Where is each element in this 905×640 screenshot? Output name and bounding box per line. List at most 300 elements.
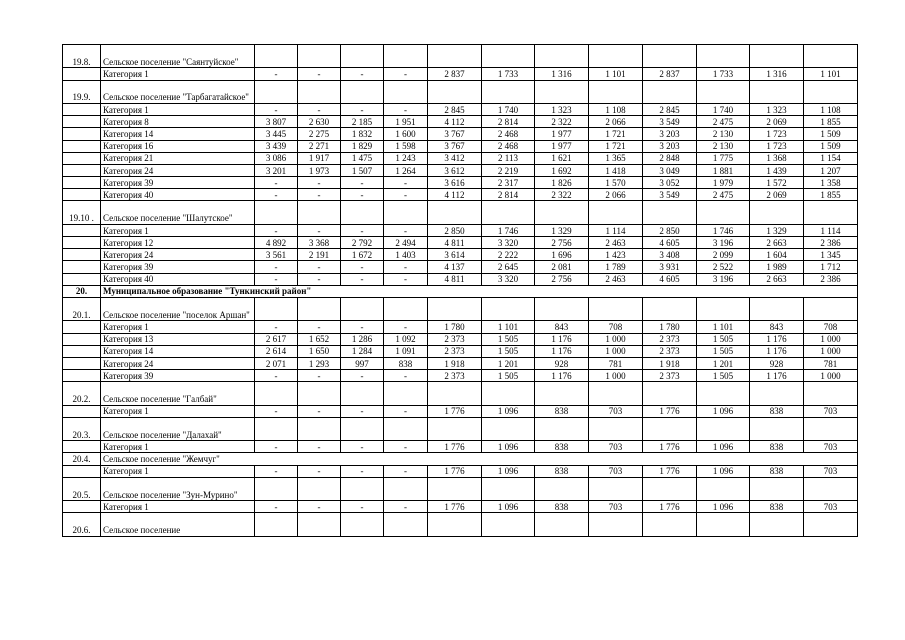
value-cell: 1 826 bbox=[535, 177, 589, 189]
value-cell: - bbox=[384, 68, 428, 80]
value-cell: 1 740 bbox=[697, 103, 750, 115]
value-cell: 4 137 bbox=[428, 261, 482, 273]
value-cell: 703 bbox=[589, 465, 643, 477]
value-cell: - bbox=[255, 321, 298, 333]
value-cell bbox=[697, 382, 750, 405]
value-cell: 2 850 bbox=[428, 224, 482, 236]
value-cell: 2 071 bbox=[255, 357, 298, 369]
section-row bbox=[63, 285, 858, 297]
value-cell: - bbox=[384, 501, 428, 513]
row-label: Сельское поселение "Шалутское" bbox=[101, 201, 255, 224]
category-row bbox=[63, 128, 858, 140]
value-cell: 1 775 bbox=[697, 152, 750, 164]
value-cell: 2 130 bbox=[697, 140, 750, 152]
value-cell: 3 203 bbox=[643, 140, 697, 152]
row-code bbox=[63, 345, 101, 357]
value-cell: 2 373 bbox=[428, 333, 482, 345]
category-row bbox=[63, 261, 858, 273]
value-cell: 2 373 bbox=[643, 345, 697, 357]
row-label: Категория 1 bbox=[101, 103, 255, 115]
value-cell: 2 494 bbox=[384, 237, 428, 249]
value-cell: 1 855 bbox=[804, 116, 858, 128]
category-row bbox=[63, 103, 858, 115]
value-cell: 1 621 bbox=[535, 152, 589, 164]
value-cell: 2 130 bbox=[697, 128, 750, 140]
value-cell: 2 219 bbox=[482, 164, 535, 176]
value-cell: - bbox=[341, 224, 384, 236]
value-cell bbox=[643, 201, 697, 224]
value-cell bbox=[804, 417, 858, 440]
settlement-row bbox=[63, 477, 858, 500]
row-label: Категория 16 bbox=[101, 140, 255, 152]
value-cell bbox=[535, 477, 589, 500]
value-cell bbox=[697, 45, 750, 68]
value-cell: 2 113 bbox=[482, 152, 535, 164]
settlement-row bbox=[63, 297, 858, 320]
category-row bbox=[63, 321, 858, 333]
value-cell: 1 776 bbox=[643, 441, 697, 453]
row-code bbox=[63, 152, 101, 164]
value-cell: 2 617 bbox=[255, 333, 298, 345]
value-cell: 3 320 bbox=[482, 273, 535, 285]
row-code bbox=[63, 177, 101, 189]
value-cell: - bbox=[384, 321, 428, 333]
value-cell bbox=[535, 297, 589, 320]
value-cell: 1 776 bbox=[428, 405, 482, 417]
category-row bbox=[63, 441, 858, 453]
value-cell: 1 096 bbox=[482, 405, 535, 417]
row-code: 19.9. bbox=[63, 80, 101, 103]
value-cell: 4 112 bbox=[428, 116, 482, 128]
value-cell bbox=[298, 201, 341, 224]
value-cell: 1 365 bbox=[589, 152, 643, 164]
value-cell: 1 101 bbox=[589, 68, 643, 80]
value-cell: 1 316 bbox=[535, 68, 589, 80]
value-cell: 1 776 bbox=[428, 501, 482, 513]
value-cell: 2 386 bbox=[804, 237, 858, 249]
value-cell bbox=[697, 513, 750, 536]
value-cell: 1 855 bbox=[804, 189, 858, 201]
value-cell bbox=[535, 382, 589, 405]
value-cell bbox=[750, 513, 804, 536]
value-cell: 1 176 bbox=[535, 333, 589, 345]
value-cell: - bbox=[255, 465, 298, 477]
value-cell: 2 373 bbox=[643, 333, 697, 345]
row-label: Категория 24 bbox=[101, 357, 255, 369]
row-label: Категория 39 bbox=[101, 370, 255, 382]
value-cell bbox=[589, 417, 643, 440]
value-cell bbox=[384, 417, 428, 440]
value-cell: 1 776 bbox=[428, 441, 482, 453]
row-label: Сельское поселение bbox=[101, 513, 255, 536]
value-cell: - bbox=[255, 501, 298, 513]
value-cell bbox=[298, 382, 341, 405]
value-cell: 703 bbox=[804, 405, 858, 417]
value-cell bbox=[298, 45, 341, 68]
value-cell bbox=[697, 417, 750, 440]
value-cell bbox=[589, 45, 643, 68]
value-cell: 2 373 bbox=[643, 370, 697, 382]
value-cell: 2 475 bbox=[697, 189, 750, 201]
value-cell: - bbox=[298, 103, 341, 115]
value-cell: 1 598 bbox=[384, 140, 428, 152]
value-cell bbox=[589, 477, 643, 500]
value-cell: 1 000 bbox=[589, 345, 643, 357]
value-cell: 4 811 bbox=[428, 237, 482, 249]
row-label: Категория 1 bbox=[101, 501, 255, 513]
settlement-row bbox=[63, 45, 858, 68]
value-cell: 838 bbox=[750, 465, 804, 477]
value-cell: 1 776 bbox=[643, 465, 697, 477]
value-cell: 3 767 bbox=[428, 128, 482, 140]
value-cell: 1 951 bbox=[384, 116, 428, 128]
value-cell: 2 373 bbox=[428, 345, 482, 357]
value-cell: 2 386 bbox=[804, 273, 858, 285]
value-cell: 1 096 bbox=[697, 465, 750, 477]
value-cell bbox=[255, 382, 298, 405]
row-code bbox=[63, 357, 101, 369]
value-cell: 2 191 bbox=[298, 249, 341, 261]
value-cell: - bbox=[341, 68, 384, 80]
value-cell: 1 176 bbox=[750, 370, 804, 382]
value-cell: 2 275 bbox=[298, 128, 341, 140]
value-cell: - bbox=[298, 189, 341, 201]
value-cell: 2 322 bbox=[535, 189, 589, 201]
category-row bbox=[63, 405, 858, 417]
value-cell: - bbox=[341, 321, 384, 333]
value-cell bbox=[341, 201, 384, 224]
value-cell: 3 612 bbox=[428, 164, 482, 176]
value-cell: 1 672 bbox=[341, 249, 384, 261]
value-cell: 703 bbox=[804, 441, 858, 453]
category-row bbox=[63, 273, 858, 285]
value-cell: 1 505 bbox=[697, 333, 750, 345]
value-cell bbox=[750, 382, 804, 405]
row-code: 20.6. bbox=[63, 513, 101, 536]
category-row bbox=[63, 237, 858, 249]
value-cell: 3 408 bbox=[643, 249, 697, 261]
category-row bbox=[63, 152, 858, 164]
value-cell: - bbox=[384, 103, 428, 115]
value-cell: 1 096 bbox=[482, 465, 535, 477]
value-cell: 1 000 bbox=[804, 333, 858, 345]
row-label: Категория 14 bbox=[101, 345, 255, 357]
value-cell: 2 522 bbox=[697, 261, 750, 273]
row-label: Категория 24 bbox=[101, 164, 255, 176]
category-row bbox=[63, 345, 858, 357]
value-cell: 3 086 bbox=[255, 152, 298, 164]
value-cell bbox=[428, 513, 482, 536]
value-cell: 1 201 bbox=[482, 357, 535, 369]
value-cell bbox=[384, 80, 428, 103]
row-label: Сельское поселение "поселок Аршан" bbox=[101, 297, 255, 320]
value-cell bbox=[804, 297, 858, 320]
value-cell bbox=[341, 417, 384, 440]
row-code: 20.2. bbox=[63, 382, 101, 405]
value-cell bbox=[298, 297, 341, 320]
value-cell: 3 549 bbox=[643, 116, 697, 128]
value-cell: 1 509 bbox=[804, 128, 858, 140]
value-cell: 1 096 bbox=[482, 441, 535, 453]
value-cell: - bbox=[255, 189, 298, 201]
value-cell: 3 049 bbox=[643, 164, 697, 176]
value-cell: 928 bbox=[750, 357, 804, 369]
value-cell: - bbox=[341, 261, 384, 273]
value-cell: 928 bbox=[535, 357, 589, 369]
value-cell: 1 692 bbox=[535, 164, 589, 176]
value-cell: - bbox=[298, 68, 341, 80]
settlement-row bbox=[63, 417, 858, 440]
value-cell: 2 069 bbox=[750, 189, 804, 201]
row-label: Сельское поселение "Тарбагатайское" bbox=[101, 80, 255, 103]
value-cell bbox=[341, 297, 384, 320]
value-cell: - bbox=[384, 370, 428, 382]
value-cell: 1 712 bbox=[804, 261, 858, 273]
category-row bbox=[63, 189, 858, 201]
value-cell bbox=[643, 417, 697, 440]
value-cell: 4 811 bbox=[428, 273, 482, 285]
category-row bbox=[63, 357, 858, 369]
value-cell: 1 176 bbox=[535, 345, 589, 357]
value-cell: 2 099 bbox=[697, 249, 750, 261]
value-cell bbox=[482, 513, 535, 536]
category-row bbox=[63, 140, 858, 152]
value-cell: 1 423 bbox=[589, 249, 643, 261]
row-code bbox=[63, 465, 101, 477]
value-cell bbox=[643, 45, 697, 68]
value-cell: 3 561 bbox=[255, 249, 298, 261]
category-row bbox=[63, 164, 858, 176]
value-cell: 2 463 bbox=[589, 273, 643, 285]
value-cell bbox=[804, 45, 858, 68]
row-label: Сельское поселение "Далахай" bbox=[101, 417, 255, 440]
value-cell: 1 176 bbox=[535, 370, 589, 382]
value-cell bbox=[482, 382, 535, 405]
value-cell: 2 468 bbox=[482, 140, 535, 152]
value-cell: 3 196 bbox=[697, 237, 750, 249]
value-cell: 1 403 bbox=[384, 249, 428, 261]
value-cell: - bbox=[341, 465, 384, 477]
value-cell: 1 733 bbox=[697, 68, 750, 80]
value-cell: 3 439 bbox=[255, 140, 298, 152]
value-cell: 4 892 bbox=[255, 237, 298, 249]
value-cell bbox=[384, 297, 428, 320]
value-cell bbox=[384, 201, 428, 224]
value-cell: 2 475 bbox=[697, 116, 750, 128]
value-cell: - bbox=[384, 261, 428, 273]
value-cell bbox=[589, 80, 643, 103]
value-cell: 1 418 bbox=[589, 164, 643, 176]
value-cell: - bbox=[255, 441, 298, 453]
value-cell: 4 605 bbox=[643, 273, 697, 285]
value-cell: 3 807 bbox=[255, 116, 298, 128]
row-code: 20.1. bbox=[63, 297, 101, 320]
row-label: Категория 8 bbox=[101, 116, 255, 128]
value-cell: 1 096 bbox=[697, 501, 750, 513]
value-cell bbox=[255, 201, 298, 224]
value-cell: 1 176 bbox=[750, 333, 804, 345]
value-cell: 1 650 bbox=[298, 345, 341, 357]
value-cell: 1 740 bbox=[482, 103, 535, 115]
value-cell: 708 bbox=[589, 321, 643, 333]
value-cell: 703 bbox=[589, 501, 643, 513]
value-cell: 1 329 bbox=[750, 224, 804, 236]
value-cell: 1 243 bbox=[384, 152, 428, 164]
value-cell: 2 850 bbox=[643, 224, 697, 236]
settlement-row bbox=[63, 80, 858, 103]
value-cell: 2 185 bbox=[341, 116, 384, 128]
settlement-row bbox=[63, 513, 858, 536]
value-cell: 1 096 bbox=[697, 441, 750, 453]
value-cell: 1 780 bbox=[428, 321, 482, 333]
value-cell: 997 bbox=[341, 357, 384, 369]
value-cell: 1 505 bbox=[482, 370, 535, 382]
value-cell: 3 412 bbox=[428, 152, 482, 164]
value-cell bbox=[428, 417, 482, 440]
value-cell bbox=[482, 417, 535, 440]
row-code bbox=[63, 189, 101, 201]
row-code bbox=[63, 273, 101, 285]
value-cell bbox=[589, 513, 643, 536]
value-cell: - bbox=[384, 224, 428, 236]
value-cell: 1 721 bbox=[589, 128, 643, 140]
value-cell: 1 286 bbox=[341, 333, 384, 345]
value-cell: 3 320 bbox=[482, 237, 535, 249]
value-cell: 1 284 bbox=[341, 345, 384, 357]
value-cell: 838 bbox=[750, 405, 804, 417]
value-cell: 2 663 bbox=[750, 237, 804, 249]
value-cell: - bbox=[384, 465, 428, 477]
row-label: Категория 24 bbox=[101, 249, 255, 261]
value-cell: 1 368 bbox=[750, 152, 804, 164]
row-code: 20.3. bbox=[63, 417, 101, 440]
value-cell bbox=[804, 80, 858, 103]
value-cell: - bbox=[341, 189, 384, 201]
row-code: 19.8. bbox=[63, 45, 101, 68]
value-cell bbox=[750, 201, 804, 224]
value-cell: 2 317 bbox=[482, 177, 535, 189]
row-code bbox=[63, 333, 101, 345]
value-cell: 1 776 bbox=[643, 405, 697, 417]
value-cell: 3 052 bbox=[643, 177, 697, 189]
value-cell bbox=[482, 45, 535, 68]
value-cell bbox=[697, 201, 750, 224]
value-cell: 843 bbox=[750, 321, 804, 333]
value-cell: 2 614 bbox=[255, 345, 298, 357]
value-cell: 708 bbox=[804, 321, 858, 333]
value-cell: 1 505 bbox=[482, 333, 535, 345]
value-cell: 2 222 bbox=[482, 249, 535, 261]
value-cell: 1 977 bbox=[535, 140, 589, 152]
value-cell: 2 066 bbox=[589, 189, 643, 201]
value-cell bbox=[750, 80, 804, 103]
value-cell bbox=[643, 297, 697, 320]
value-cell: 2 837 bbox=[643, 68, 697, 80]
section-title: Муниципальное образование "Тункинский район" bbox=[101, 285, 858, 297]
row-label: Сельское поселение "Галбай" bbox=[101, 382, 255, 405]
value-cell: 2 792 bbox=[341, 237, 384, 249]
value-cell bbox=[804, 201, 858, 224]
row-code bbox=[63, 103, 101, 115]
value-cell bbox=[341, 513, 384, 536]
value-cell: 1 652 bbox=[298, 333, 341, 345]
value-cell: 3 767 bbox=[428, 140, 482, 152]
value-cell: 1 776 bbox=[428, 465, 482, 477]
value-cell: 1 604 bbox=[750, 249, 804, 261]
value-cell: 1 345 bbox=[804, 249, 858, 261]
value-cell bbox=[643, 382, 697, 405]
value-cell: 1 114 bbox=[804, 224, 858, 236]
value-cell: 1 509 bbox=[804, 140, 858, 152]
value-cell bbox=[535, 201, 589, 224]
settlement-row bbox=[63, 453, 858, 465]
settlement-row bbox=[63, 201, 858, 224]
value-cell bbox=[804, 477, 858, 500]
row-code bbox=[63, 224, 101, 236]
value-cell: 2 468 bbox=[482, 128, 535, 140]
value-cell: 2 322 bbox=[535, 116, 589, 128]
value-cell bbox=[255, 45, 298, 68]
value-cell bbox=[428, 382, 482, 405]
value-cell: - bbox=[255, 261, 298, 273]
value-cell bbox=[428, 297, 482, 320]
row-label: Сельское поселение "Саянтуйское" bbox=[101, 45, 255, 68]
row-label: Категория 1 bbox=[101, 68, 255, 80]
value-cell bbox=[384, 382, 428, 405]
row-code: 20. bbox=[63, 285, 101, 297]
value-cell: 1 201 bbox=[697, 357, 750, 369]
value-cell bbox=[643, 477, 697, 500]
value-cell: 1 505 bbox=[697, 370, 750, 382]
row-label: Категория 1 bbox=[101, 321, 255, 333]
category-row bbox=[63, 224, 858, 236]
value-cell: 2 069 bbox=[750, 116, 804, 128]
value-cell: - bbox=[255, 405, 298, 417]
value-cell: - bbox=[298, 465, 341, 477]
value-cell: 1 176 bbox=[750, 345, 804, 357]
value-cell: 2 463 bbox=[589, 237, 643, 249]
row-label: Категория 39 bbox=[101, 261, 255, 273]
value-cell: 1 101 bbox=[804, 68, 858, 80]
value-cell: 1 746 bbox=[482, 224, 535, 236]
value-cell: 1 000 bbox=[589, 370, 643, 382]
value-cell: - bbox=[255, 177, 298, 189]
row-code bbox=[63, 370, 101, 382]
value-cell: - bbox=[341, 177, 384, 189]
value-cell: 1 917 bbox=[298, 152, 341, 164]
category-row bbox=[63, 465, 858, 477]
value-cell bbox=[697, 477, 750, 500]
value-cell bbox=[428, 45, 482, 68]
value-cell: 1 323 bbox=[750, 103, 804, 115]
row-code bbox=[63, 441, 101, 453]
value-cell: 781 bbox=[804, 357, 858, 369]
value-cell: - bbox=[341, 103, 384, 115]
value-cell bbox=[643, 513, 697, 536]
value-cell: 1 789 bbox=[589, 261, 643, 273]
category-row bbox=[63, 501, 858, 513]
value-cell: 3 203 bbox=[643, 128, 697, 140]
value-cell: - bbox=[298, 261, 341, 273]
value-cell: 2 663 bbox=[750, 273, 804, 285]
value-cell: 3 549 bbox=[643, 189, 697, 201]
value-cell: 3 616 bbox=[428, 177, 482, 189]
value-cell: - bbox=[255, 370, 298, 382]
value-cell: 1 973 bbox=[298, 164, 341, 176]
value-cell bbox=[535, 417, 589, 440]
category-row bbox=[63, 333, 858, 345]
value-cell bbox=[535, 80, 589, 103]
